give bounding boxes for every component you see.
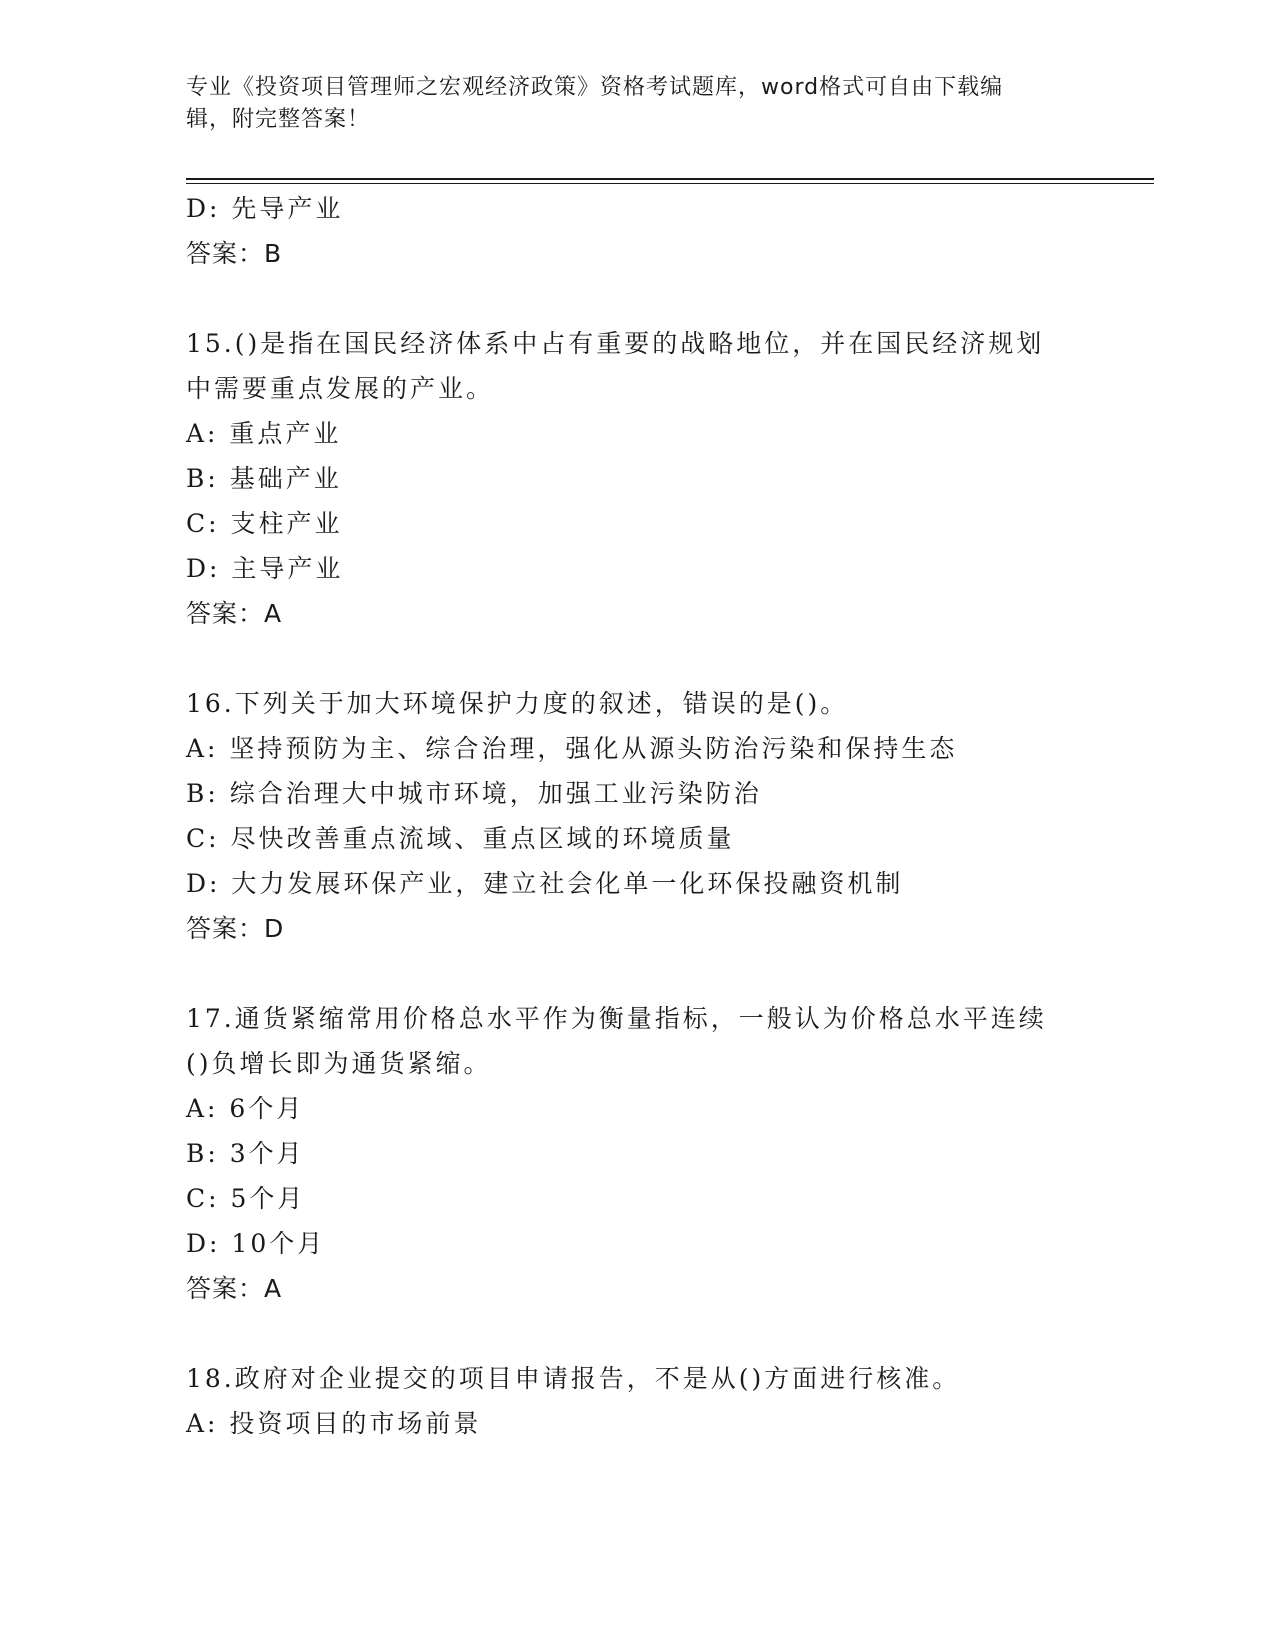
option-a: A: 坚持预防为主、综合治理，强化从源头防治污染和保持生态 — [186, 734, 958, 763]
question-15 — [186, 321, 1086, 636]
answer-line: 答案：D — [186, 914, 285, 943]
option-b: B: 3个月 — [186, 1139, 305, 1168]
spacer — [186, 1311, 1086, 1356]
question-stem-line-1: 16.下列关于加大环境保护力度的叙述，错误的是()。 — [186, 689, 849, 718]
option-a: A: 投资项目的市场前景 — [186, 1409, 482, 1438]
option-d: D: 大力发展环保产业，建立社会化单一化环保投融资机制 — [186, 869, 904, 898]
spacer — [186, 276, 1086, 321]
question-17 — [186, 996, 1086, 1311]
answer-line: 答案：A — [186, 1274, 283, 1303]
question-stem-line-1: 18.政府对企业提交的项目申请报告，不是从()方面进行核准。 — [186, 1364, 961, 1393]
spacer — [186, 636, 1086, 681]
question-18 — [186, 1356, 1086, 1446]
option-c: C: 5个月 — [186, 1184, 306, 1213]
question-stem-line-2: ()负增长即为通货紧缩。 — [186, 1049, 492, 1078]
header-line-1: 专业《投资项目管理师之宏观经济政策》资格考试题库，word格式可自由下载编 — [186, 75, 1004, 100]
option-c: C: 支柱产业 — [186, 509, 343, 538]
option-b: B: 综合治理大中城市环境，加强工业污染防治 — [186, 779, 762, 808]
answer-line: 答案：A — [186, 599, 283, 628]
option-b: B: 基础产业 — [186, 464, 342, 493]
option-d: D: 10个月 — [186, 1229, 326, 1258]
option-d: D: 先导产业 — [186, 194, 344, 223]
question-stem-line-2: 中需要重点发展的产业。 — [186, 374, 495, 403]
spacer — [186, 951, 1086, 996]
question-stem-line-1: 17.通货紧缩常用价格总水平作为衡量指标，一般认为价格总水平连续 — [186, 1004, 1047, 1033]
question-16 — [186, 681, 1086, 951]
header-line-2: 辑，附完整答案！ — [186, 107, 371, 132]
previous-question-tail — [186, 186, 1086, 276]
answer-line: 答案：B — [186, 239, 283, 268]
option-c: C: 尽快改善重点流域、重点区域的环境质量 — [186, 824, 735, 853]
question-list — [186, 186, 1086, 1446]
option-a: A: 重点产业 — [186, 419, 342, 448]
document-header — [186, 72, 1086, 136]
header-divider-thin — [186, 183, 1154, 184]
option-d: D: 主导产业 — [186, 554, 344, 583]
option-a: A: 6个月 — [186, 1094, 305, 1123]
question-stem-line-1: 15.()是指在国民经济体系中占有重要的战略地位，并在国民经济规划 — [186, 329, 1045, 358]
header-divider-thick — [186, 178, 1154, 180]
